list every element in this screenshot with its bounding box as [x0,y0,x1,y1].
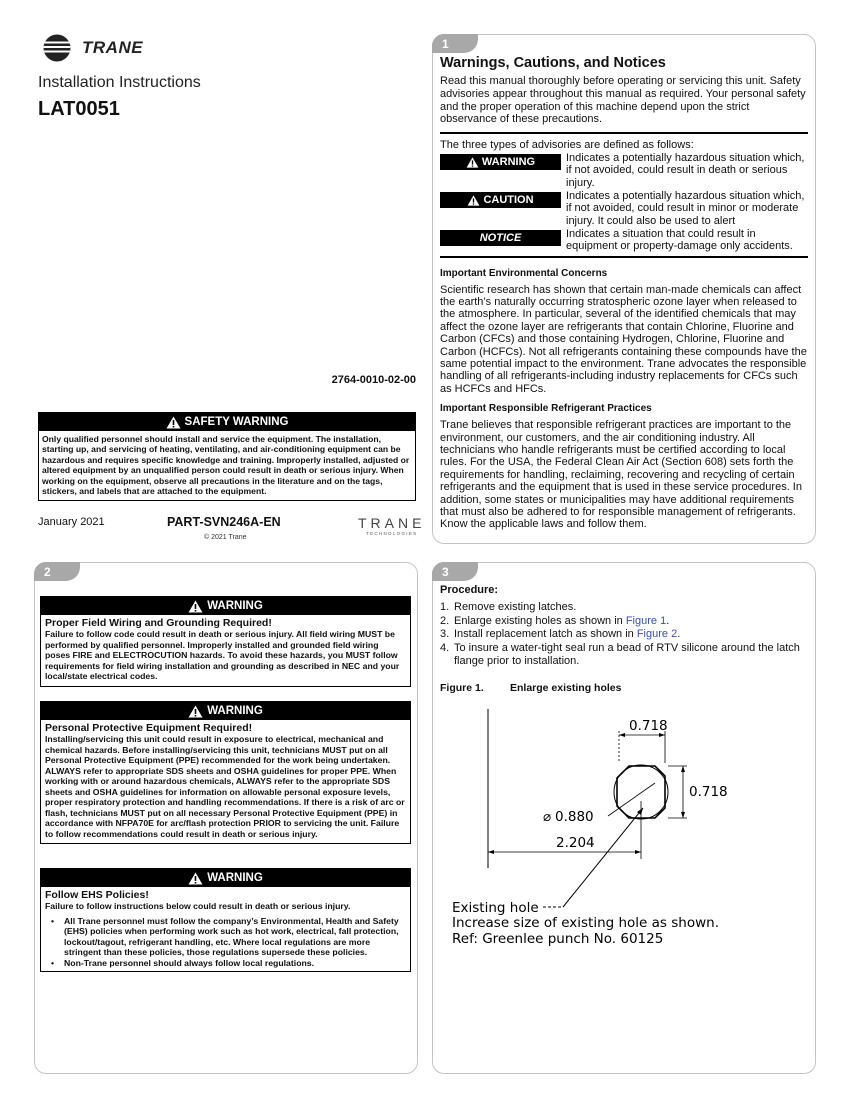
footer-logo-word: TRANE [358,515,426,531]
warning-box-ehs [40,868,411,972]
panel-number-tab: 2 [34,562,80,581]
notice-definition: Indicates a situation that could result in equipment or property-damage only accidents. [566,227,793,253]
advisory-warning [440,152,808,189]
divider [440,256,808,258]
procedure-heading: Procedure: [440,584,499,596]
warning-header [41,869,410,887]
env-heading: Important Environmental Concerns [440,267,608,279]
part-code: 2764-0010-02-00 [331,374,416,386]
publish-date: January 2021 [38,516,105,528]
advisory-caution [440,190,808,227]
diameter-symbol: ⌀ [543,809,552,825]
warning-title: Follow EHS Policies! [45,889,149,901]
step-number: 4. [440,641,450,654]
copyright: © 2021 Trane [204,534,247,541]
warning-header [41,597,410,615]
dim-offset-label: 2.204 [556,835,595,851]
dim-height-label: 0.718 [689,784,728,800]
figure-note-2: Ref: Greenlee punch No. 60125 [452,931,664,947]
dim-diameter-label: 0.880 [555,809,594,825]
warning-label [440,154,561,170]
warning-definition: Indicates a potentially hazardous situation which, if not avoided, could result in death or serious injury. [566,152,805,189]
env-body: Scientific research has shown that certain man-made chemicals can affect the earth’s naturally occurring stratospheric ozone layer when released to the atmosphere. In particular, several of the identified chemicals that may affect the ozone layer are refrigerants that contain Chlorine, Fluorine and Carbon (CFCs) and those containing Hydrogen, Chlorine, Fluorine and Carbon (HCFCs). Not all refrigerants containing these compounds have the same potential impact to the environment. Trane advocates the responsible handling of all refrigerants-including industry replacements for CFCs such as HCFCs and HFCs. [440,283,807,395]
warning-label-text: WARNING [481,156,536,169]
safety-warning-box [38,412,416,501]
step-text-end: . [677,628,681,641]
brand-name: TRANE [82,38,144,57]
panel-procedure [432,562,816,1074]
warning-triangle-icon [466,157,479,168]
refrigerant-heading: Important Responsible Refrigerant Practices [440,403,652,415]
safety-warning-heading: SAFETY WARNING [184,416,289,428]
step-text: Install replacement latch as shown in [454,628,637,641]
panel-warnings [34,562,418,1074]
notice-label-text: NOTICE [479,231,522,244]
step-text: Enlarge existing holes as shown in [454,614,626,627]
section-title: Warnings, Cautions, and Notices [440,55,666,71]
warning-body: Failure to follow instructions below could result in death or serious injury. [45,901,351,911]
panel-number-tab: 1 [432,34,478,53]
advisory-lead: The three types of advisories are defined as follows: [440,139,694,152]
warning-title: Proper Field Wiring and Grounding Required! [45,617,272,629]
warning-triangle-icon [166,416,181,429]
figure-title: Enlarge existing holes [510,681,622,694]
step-text: To insure a water-tight seal run a bead of RTV silicone around the latch flange prior to installation. [454,641,800,668]
intro-text: Read this manual thoroughly before operating or servicing this unit. Safety advisories appear throughout this manual as required. Your personal safety and the proper operation of this machine depend upon the strict observance of these precautions. [440,75,806,126]
warning-heading: WARNING [207,705,263,717]
caution-definition: Indicates a potentially hazardous situation which, if not avoided, could result in minor or moderate injury. It could also be used to alert [566,190,805,227]
step-number: 3. [440,628,450,641]
warning-triangle-icon [188,705,203,718]
notice-label [440,230,561,246]
step-text: Remove existing latches. [454,601,577,613]
warning-body: Failure to follow code could result in death or serious injury. All field wiring MUST be performed by qualified personnel. Improperly installed and grounded field wiring poses FIRE and ELECTROCUTION hazards. To avoid these hazards, you MUST follow requirements for field wiring installation and grounding as described in NEC and your local/state electrical codes. [45,629,400,681]
warning-heading: WARNING [207,600,263,612]
warning-triangle-icon [188,872,203,885]
document-title: LAT0051 [38,98,120,120]
part-number: PART-SVN246A-EN [167,515,281,529]
trane-logo [38,34,143,62]
warning-box-ppe [40,701,411,844]
hole-dimension-diagram [433,563,817,1075]
advisory-notice [440,228,808,253]
document-type: Installation Instructions [38,74,201,91]
refrigerant-body: Trane believes that responsible refrigerant practices are important to the environment, our customers, and the air conditioning industry. All technicians who handle refrigerants must be certified according to local rules. For the USA, the Federal Clean Air Act (Section 608) sets forth the requirements for handling, reclaiming, recovering and recycling of certain refrigerants and the equipment that is used in these service procedures. In addition, some states or municipalities may have additional requirements that must also be adhered to for responsible management of refrigerants. Know the applicable laws and follow them. [440,419,802,531]
trane-globe-icon [38,34,76,62]
cover-panel [38,34,426,554]
warning-box-wiring [40,596,411,687]
caution-label-text: CAUTION [483,194,534,207]
warning-header [41,702,410,720]
safety-warning-body: Only qualified personnel should install and service the equipment. The installation, starting up, and servicing of heating, ventilating, and air-conditioning equipment can be hazardous and requires specific knowledge and training. Improperly installed, adjusted or altered equipment by an unqualified person could result in death or serious injury. When working on the equipment, observe all precautions in the literature and on the tags, stickers, and labels that are attached to the equipment. [42,434,410,497]
panel-warnings-cautions [432,34,816,544]
dim-width-label: 0.718 [629,718,668,734]
existing-hole-label: Existing hole [452,900,539,916]
figure-note-1: Increase size of existing hole as shown. [452,915,719,931]
caution-label [440,192,561,208]
warning-body: Installing/servicing this unit could result in exposure to electrical, mechanical and chemical hazards. Before installing/servicing this unit, technicians MUST put on all Personal Protective Equipment (PPE) recommended for the work being undertaken. ALWAYS refer to appropriate SDS sheets and OSHA guidelines for proper PPE. When working with or around hazardous chemicals, ALWAYS refer to the appropriate SDS sheets and OSHA guidelines for information on allowable personal exposure levels, proper respiratory protection and handling recommendations. If there is a risk of arc or flash, technicians MUST put on all necessary Personal Protective Equipment (PPE) in accordance with NFPA70E for arc/flash protection PRIOR to servicing the unit. Failure to follow recommendations could result in death or serious injury. [45,734,405,839]
step-number: 2. [440,614,450,627]
ehs-bullet-list [41,914,410,972]
footer-logo-sub: TECHNOLOGIES [366,531,418,536]
trane-technologies-logo [358,515,425,536]
warning-title: Personal Protective Equipment Required! [45,722,253,734]
figure-number: Figure 1. [440,681,484,694]
figure-2-link[interactable]: Figure 2 [636,628,678,641]
figure-1-link[interactable]: Figure 1 [625,614,667,627]
list-item: • Non-Trane personnel should always follow local regulations. [51,958,406,969]
warning-triangle-icon [188,600,203,613]
warning-heading: WARNING [207,872,263,884]
safety-warning-header [39,413,415,431]
step-number: 1. [440,601,450,613]
divider [440,132,808,134]
panel-number-tab: 3 [432,562,478,581]
list-item: • All Trane personnel must follow the company’s Environmental, Health and Safety (EHS) policies when performing work such as hot work, electrical, fall protection, lockout/tagout, refrigerant handling, etc. Where local regulations are more stringent than these policies, those regulations supersede these policies. [51,916,406,958]
step-text-end: . [666,614,670,627]
caution-triangle-icon [467,195,480,206]
